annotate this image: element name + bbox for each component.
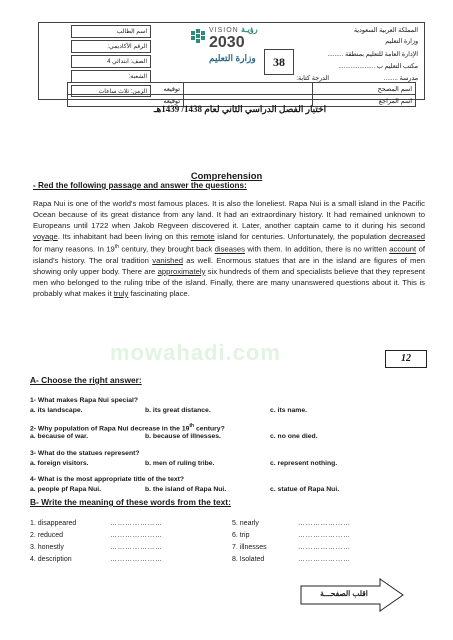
vocab-word-1: 1. disappeared: [30, 520, 77, 527]
turn-page-arrow: [300, 578, 404, 612]
answer-blank-3[interactable]: …………………: [110, 544, 163, 551]
q2-option-b[interactable]: b. because of illnesses.: [145, 433, 221, 440]
answer-blank-5[interactable]: …………………: [298, 520, 351, 527]
corrector-signature-cell[interactable]: توقيعه: [68, 83, 184, 95]
q4-option-b[interactable]: b. the island of Rapa Nui.: [145, 486, 227, 493]
directorate-label: الإدارة العامة للتعليم بمنطقة .........: [327, 51, 418, 58]
vision-year: 2030: [209, 34, 245, 51]
underlined-word: account: [389, 244, 417, 254]
section-a-title: A- Choose the right answer:: [30, 375, 142, 385]
q1-option-b[interactable]: b. its great distance.: [145, 407, 211, 414]
vocab-word-7: 7. illnesses: [232, 544, 267, 551]
q3-option-c[interactable]: c. represent nothing.: [270, 460, 338, 467]
vocab-word-3: 3. honestly: [30, 544, 64, 551]
underlined-word: truly: [113, 288, 129, 298]
q1-option-a[interactable]: a. its landscape.: [30, 407, 83, 414]
office-label: مكتب التعليم ب .....................: [338, 63, 418, 70]
ministry-logo-text: وزارة التعليم: [209, 53, 256, 63]
answer-blank-1[interactable]: …………………: [110, 520, 163, 527]
corrector-name-label: اسم المصحح: [313, 83, 416, 95]
answer-blank-4[interactable]: …………………: [110, 556, 163, 563]
reviewer-name-label: اسم المراجع: [313, 95, 416, 107]
underlined-word: vanished: [152, 255, 183, 265]
vocab-word-8: 8. Isolated: [232, 556, 265, 563]
vision-text: VISION: [209, 27, 239, 34]
question-1: 1- What makes Rapa Nui special?: [30, 397, 139, 404]
q3-option-b[interactable]: b. men of ruling tribe.: [145, 460, 215, 467]
exam-title: اختبار الفصل الدراسي الثاني لعام 1438/ 1439هـ: [153, 104, 327, 114]
underlined-word: approximately: [157, 266, 206, 276]
underlined-word: remote: [190, 232, 215, 241]
section-field[interactable]: الشعبة:: [71, 70, 151, 83]
turn-page-label: اقلب الصفحـــة: [320, 589, 368, 598]
answer-blank-8[interactable]: …………………: [298, 556, 351, 563]
total-score-box: 38: [264, 49, 294, 75]
vision-arabic-text: رؤيـة: [241, 25, 258, 34]
ministry-label: وزارة التعليم: [385, 38, 418, 45]
q4-option-c[interactable]: c. statue of Rapa Nui.: [270, 486, 340, 493]
q2-option-c[interactable]: c. no one died.: [270, 433, 318, 440]
q3-option-a[interactable]: a. foreign visitors.: [30, 460, 89, 467]
academic-id-field[interactable]: الرقم الأكاديمي:: [71, 40, 151, 53]
q4-option-a[interactable]: a. people pf Rapa Nui.: [30, 486, 101, 493]
vocab-word-2: 2. reduced: [30, 532, 64, 539]
section-score-box: 12: [385, 350, 427, 368]
grade-written-label: الدرجة كتابة:: [296, 75, 329, 82]
q1-option-c[interactable]: c. its name.: [270, 407, 308, 414]
reading-passage: Rapa Nui is one of the world's most famous places. It is also the loneliest. Rapa Nui is a small island in the Pacific Ocean because of its great distance from any land. It had an extraordinary history. It had remained unknown to Europeans until 1722 when Jakob Regveen discovered it. Later, another captain came to it during his second voyage. Its inhabitant had been living on this remote island for centuries. Unfortunately, the population decreased for many reasons. In 19th century, they brought back diseases with them. In addition, there is no written account of island's history. The oral tradition vanished as well. Enormous statues that are in the island are figures of men showing only upper body. There are approximately six hundreds of them and specialists believe that they represent men who belonged to the ruling tribe of the island. Finally, there are many unanswered questions about it. This is probably what makes it truly fascinating place.: [33, 199, 426, 298]
answer-blank-2[interactable]: …………………: [110, 532, 163, 539]
reading-instruction: - Red the following passage and answer the questions:: [33, 181, 247, 190]
underlined-word: voyage: [33, 232, 58, 241]
corrector-name-value[interactable]: [184, 83, 313, 95]
question-4: 4- What is the most appropriate title of the text?: [30, 476, 185, 483]
country-label: المملكة العربية السعودية: [353, 27, 418, 34]
comprehension-heading: Comprehension: [190, 170, 263, 181]
school-label: مدرسة ........: [383, 75, 418, 82]
vocab-word-6: 6. trip: [232, 532, 250, 539]
section-b-title: B- Write the meaning of these words from the text:: [30, 497, 231, 507]
reviewer-signature-cell[interactable]: توقيعه: [68, 95, 184, 107]
time-field: الزمن: ثلاث ساعات: [71, 85, 151, 97]
q2-option-a[interactable]: a. because of war.: [30, 433, 89, 440]
question-2: 2- Why population of Rapa Nui decrease in the 19th century?: [30, 423, 225, 433]
vocab-word-4: 4. description: [30, 556, 72, 563]
student-name-field[interactable]: اسم الطالب: [71, 25, 151, 38]
grade-field: الصف: ابتدائي 4: [71, 55, 151, 68]
vocab-word-5: 5. nearly: [232, 520, 259, 527]
answer-blank-6[interactable]: …………………: [298, 532, 351, 539]
answer-blank-7[interactable]: …………………: [298, 544, 351, 551]
watermark: mowahadi.com: [110, 340, 281, 365]
underlined-word: diseases: [214, 244, 245, 254]
question-3: 3- What do the statues represent?: [30, 450, 140, 457]
underlined-word: decreased: [389, 232, 426, 241]
